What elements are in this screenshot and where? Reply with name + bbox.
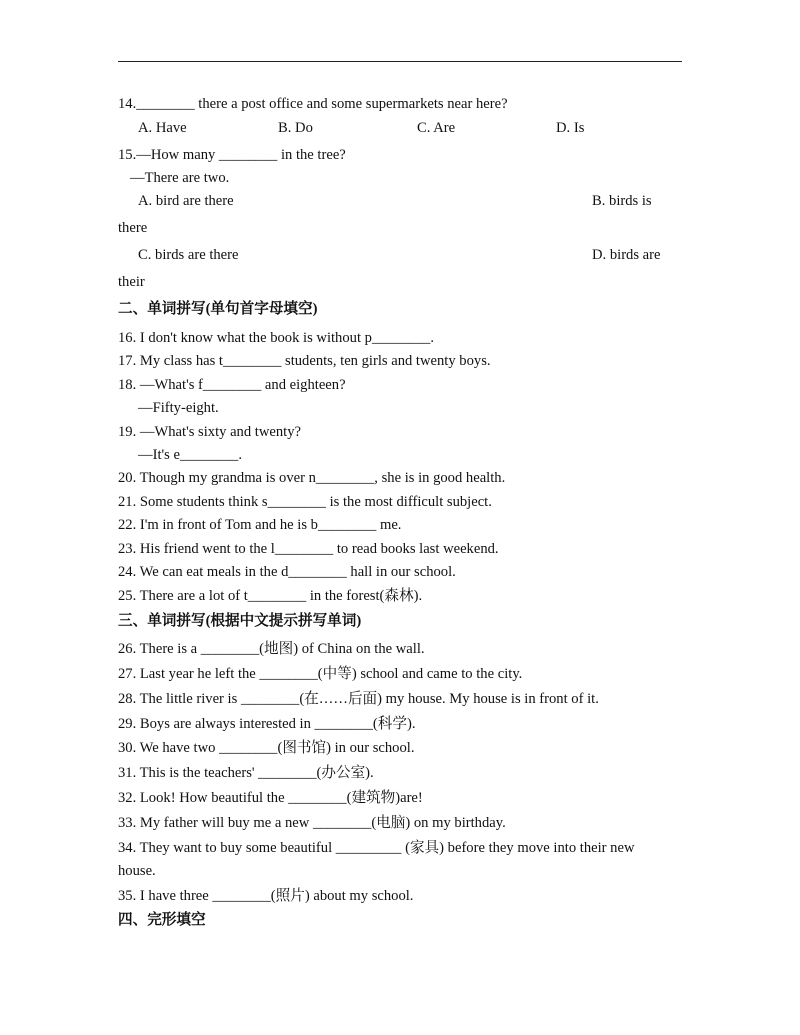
- question-20: 20. Though my grandma is over n________, she is in good health.: [118, 470, 506, 486]
- question-29: 29. Boys are always interested in ________(科学).: [118, 716, 416, 732]
- question-31: 31. This is the teachers' ________(办公室).: [118, 765, 374, 781]
- question-15-option-b: B. birds is: [592, 193, 652, 209]
- question-18-reply: —Fifty-eight.: [138, 400, 219, 416]
- question-15-option-d: D. birds are: [592, 247, 661, 263]
- question-14-option-d: D. Is: [556, 120, 585, 136]
- question-16: 16. I don't know what the book is without p________.: [118, 330, 434, 346]
- question-28: 28. The little river is ________(在……后面) my house. My house is in front of it.: [118, 691, 599, 707]
- question-14-option-b: B. Do: [278, 120, 313, 136]
- question-19-reply: —It's e________.: [138, 447, 242, 463]
- section-4-heading: 四、完形填空: [118, 912, 206, 928]
- question-22: 22. I'm in front of Tom and he is b________ me.: [118, 517, 402, 533]
- question-23: 23. His friend went to the l________ to read books last weekend.: [118, 541, 499, 557]
- question-19: 19. —What's sixty and twenty?: [118, 424, 301, 440]
- question-15-option-b-continued: there: [118, 220, 148, 236]
- question-15-reply: —There are two.: [130, 170, 230, 186]
- question-15-stem: 15.—How many ________ in the tree?: [118, 147, 346, 163]
- question-33: 33. My father will buy me a new ________(电脑) on my birthday.: [118, 815, 506, 831]
- question-15-option-c: C. birds are there: [138, 247, 239, 263]
- question-26: 26. There is a ________(地图) of China on the wall.: [118, 641, 425, 657]
- question-17: 17. My class has t________ students, ten girls and twenty boys.: [118, 353, 491, 369]
- question-15-option-d-continued: their: [118, 274, 145, 290]
- question-21: 21. Some students think s________ is the most difficult subject.: [118, 494, 492, 510]
- question-34-continued: house.: [118, 863, 156, 879]
- question-14-option-a: A. Have: [138, 120, 187, 136]
- question-14-option-c: C. Are: [417, 120, 456, 136]
- question-25: 25. There are a lot of t________ in the forest(森林).: [118, 588, 423, 604]
- question-18: 18. —What's f________ and eighteen?: [118, 377, 346, 393]
- question-35: 35. I have three ________(照片) about my school.: [118, 888, 414, 904]
- question-15-option-a: A. bird are there: [138, 193, 234, 209]
- question-14-stem: 14.________ there a post office and some supermarkets near here?: [118, 96, 508, 112]
- question-34: 34. They want to buy some beautiful _________ (家具) before they move into their new: [118, 840, 635, 856]
- question-27: 27. Last year he left the ________(中等) school and came to the city.: [118, 666, 523, 682]
- section-2-heading: 二、单词拼写(单句首字母填空): [118, 301, 318, 317]
- question-24: 24. We can eat meals in the d________ hall in our school.: [118, 564, 456, 580]
- header-rule: [118, 61, 682, 62]
- section-3-heading: 三、单词拼写(根据中文提示拼写单词): [118, 613, 362, 629]
- question-30: 30. We have two ________(图书馆) in our school.: [118, 740, 415, 756]
- question-32: 32. Look! How beautiful the ________(建筑物)are!: [118, 790, 423, 806]
